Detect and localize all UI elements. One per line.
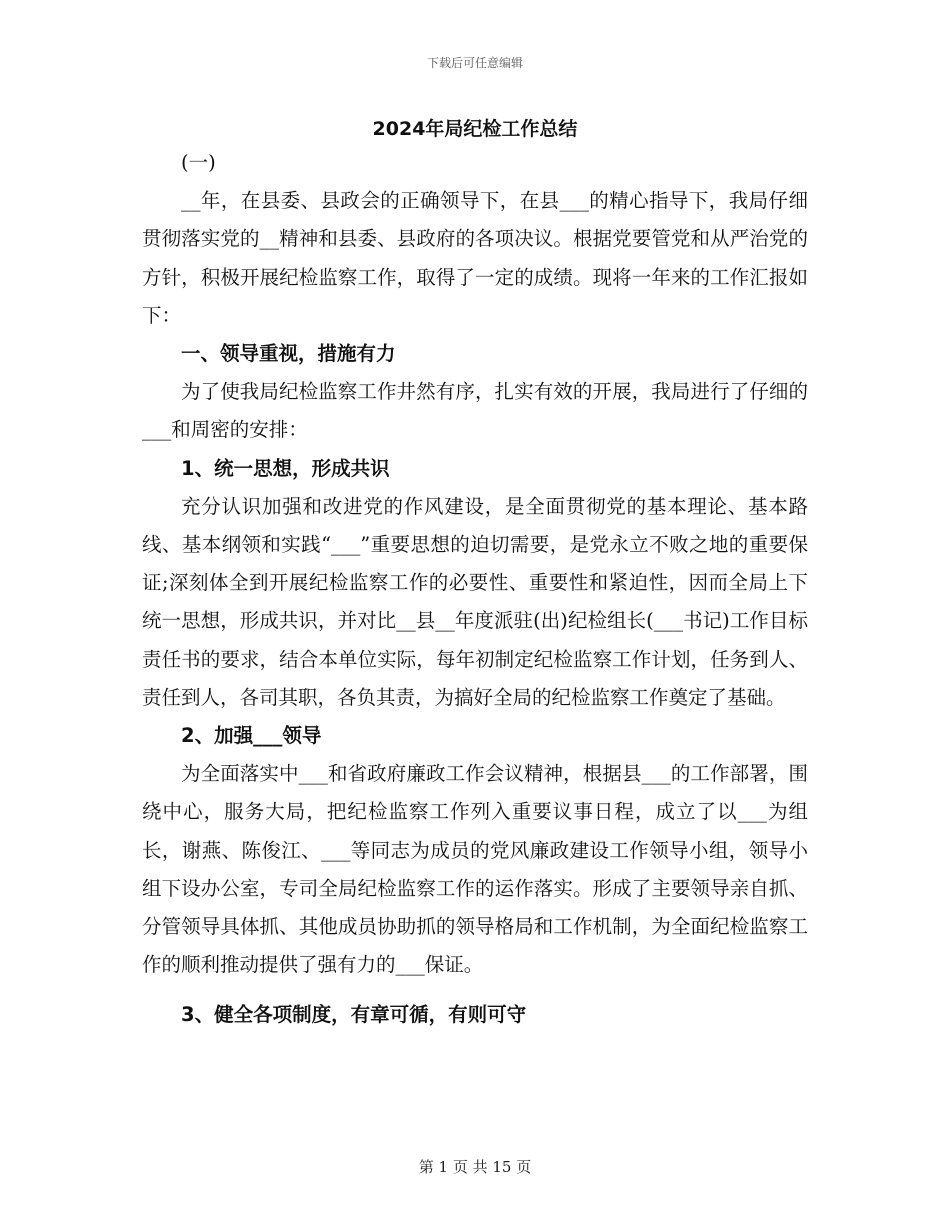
subsection-1-1-paragraph: 充分认识加强和改进党的作风建设，是全面贯彻党的基本理论、基本路线、基本纲领和实践“___”重要思想的迫切需要，是党永立不败之地的重要保证;深刻体全到开展纪检监察工作的必要性、重要性和紧迫性，因而全局上下统一思想，形成共识，并对比__县__年度派驻(出)纪检组长(___书记)工作目标责任书的要求，结合本单位实际，每年初制定纪检监察工作计划，任务到人、责任到人，各司其职，各负其责，为搞好全局的纪检监察工作奠定了基础。 bbox=[142, 494, 808, 709]
section-1-paragraph: 为了使我局纪检监察工作井然有序，扎实有效的开展，我局进行了仔细的___和周密的安排： bbox=[142, 380, 808, 442]
part-label: (一) bbox=[181, 151, 216, 174]
header-note: 下载后可任意编辑 bbox=[426, 56, 523, 70]
subsection-heading-1-2: 2、加强___领导 bbox=[181, 724, 322, 748]
subsection-heading-1-3: 3、健全各项制度，有章可循，有则可守 bbox=[181, 1003, 527, 1027]
document-body bbox=[142, 144, 808, 1035]
subsection-1-2-paragraph: 为全面落实中___和省政府廉政工作会议精神，根据县___的工作部署，围绕中心，服务大局，把纪检监察工作列入重要议事日程，成立了以___为组长，谢燕、陈俊江、___等同志为成员的党风廉政建设工作领导小组，领导小组下设办公室，专司全局纪检监察工作的运作落实。形成了主要领导亲自抓、分管领导具体抓、其他成员协助抓的领导格局和工作机制，为全面纪检监察工作的顺利推动提供了强有力的___保证。 bbox=[142, 762, 808, 977]
document-title: 2024年局纪检工作总结 bbox=[372, 118, 578, 140]
intro-paragraph: __年，在县委、县政会的正确领导下，在县___的精心指导下，我局仔细贯彻落实党的__精神和县委、县政府的各项决议。根据党要管党和从严治党的方针，积极开展纪检监察工作，取得了一定的成绩。现将一年来的工作汇报如下： bbox=[142, 189, 808, 327]
page-footer: 第 1 页 共 15 页 bbox=[418, 1158, 532, 1176]
section-heading-1: 一、领导重视，措施有力 bbox=[181, 342, 396, 366]
subsection-heading-1-1: 1、统一思想，形成共识 bbox=[181, 456, 390, 480]
